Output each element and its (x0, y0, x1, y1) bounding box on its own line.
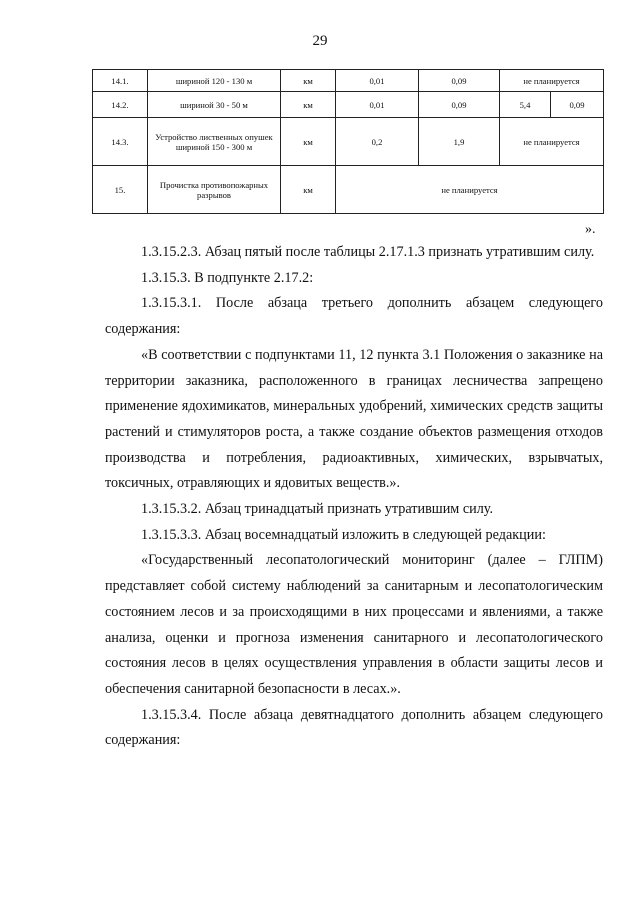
page-number: 29 (312, 33, 328, 49)
row-value: 5,4 (500, 92, 551, 118)
table-row (93, 118, 604, 166)
row-value: 0,01 (336, 70, 419, 92)
row-value: 0,2 (336, 118, 419, 166)
row-number: 14.2. (93, 92, 148, 118)
paragraph: «Государственный лесопатологический мониторинг (далее – ГЛПМ) представляет собой систему наблюдений за санитарным и лесопатологическим состоянием лесов и за происходящими в них процессами и явлениями, а также анализа, оценки и прогноза изменения санитарного и лесопатологического состояния лесов в целях осуществления управления в области защиты лесов и обеспечения санитарной безопасности в лесах.». (105, 552, 603, 697)
row-name: шириной 120 - 130 м (148, 70, 281, 92)
paragraph: 1.3.15.3.4. После абзаца девятнадцатого дополнить абзацем следующего содержания: (105, 706, 603, 749)
paragraph: 1.3.15.2.3. Абзац пятый после таблицы 2.17.1.3 признать утратившим силу. (141, 244, 595, 260)
paragraph: 1.3.15.3.1. После абзаца третьего дополнить абзацем следующего содержания: (105, 295, 603, 338)
table-row (93, 70, 604, 92)
row-name: Устройство лиственных опушек шириной 150 - 300 м (148, 118, 281, 166)
row-unit: км (281, 92, 336, 118)
row-value: 0,01 (336, 92, 419, 118)
table-row (93, 92, 604, 118)
table-closing-quote: ». (585, 222, 596, 237)
row-value: 1,9 (419, 118, 500, 166)
row-value: не планируется (500, 70, 604, 92)
paragraph: 1.3.15.3.3. Абзац восемнадцатый изложить в следующей редакции: (141, 526, 546, 543)
row-value: 0,09 (551, 92, 604, 118)
row-unit: км (281, 118, 336, 166)
row-value: 0,09 (419, 92, 500, 118)
document-body (105, 240, 603, 754)
forestry-measures-table (92, 69, 604, 214)
row-number: 14.1. (93, 70, 148, 92)
row-number: 15. (93, 166, 148, 214)
row-unit: км (281, 70, 336, 92)
row-value: не планируется (336, 166, 604, 214)
paragraph: 1.3.15.3. В подпункте 2.17.2: (141, 269, 314, 286)
row-name: шириной 30 - 50 м (148, 92, 281, 118)
row-value: 0,09 (419, 70, 500, 92)
table-row (93, 166, 604, 214)
row-number: 14.3. (93, 118, 148, 166)
row-value: не планируется (500, 118, 604, 166)
row-name: Прочистка противопожарных разрывов (148, 166, 281, 214)
paragraph: 1.3.15.3.2. Абзац тринадцатый признать утратившим силу. (141, 501, 494, 518)
paragraph: «В соответствии с подпунктами 11, 12 пункта 3.1 Положения о заказнике на территории заказника, расположенного в границах лесничества запрещено применение ядохимикатов, минеральных удобрений, химических средств защиты растений и стимуляторов роста, а также создание объектов размещения отходов производства и потребления, радиоактивных, химических, взрывчатых, токсичных, отравляющих и ядовитых веществ.». (105, 346, 603, 492)
row-unit: км (281, 166, 336, 214)
